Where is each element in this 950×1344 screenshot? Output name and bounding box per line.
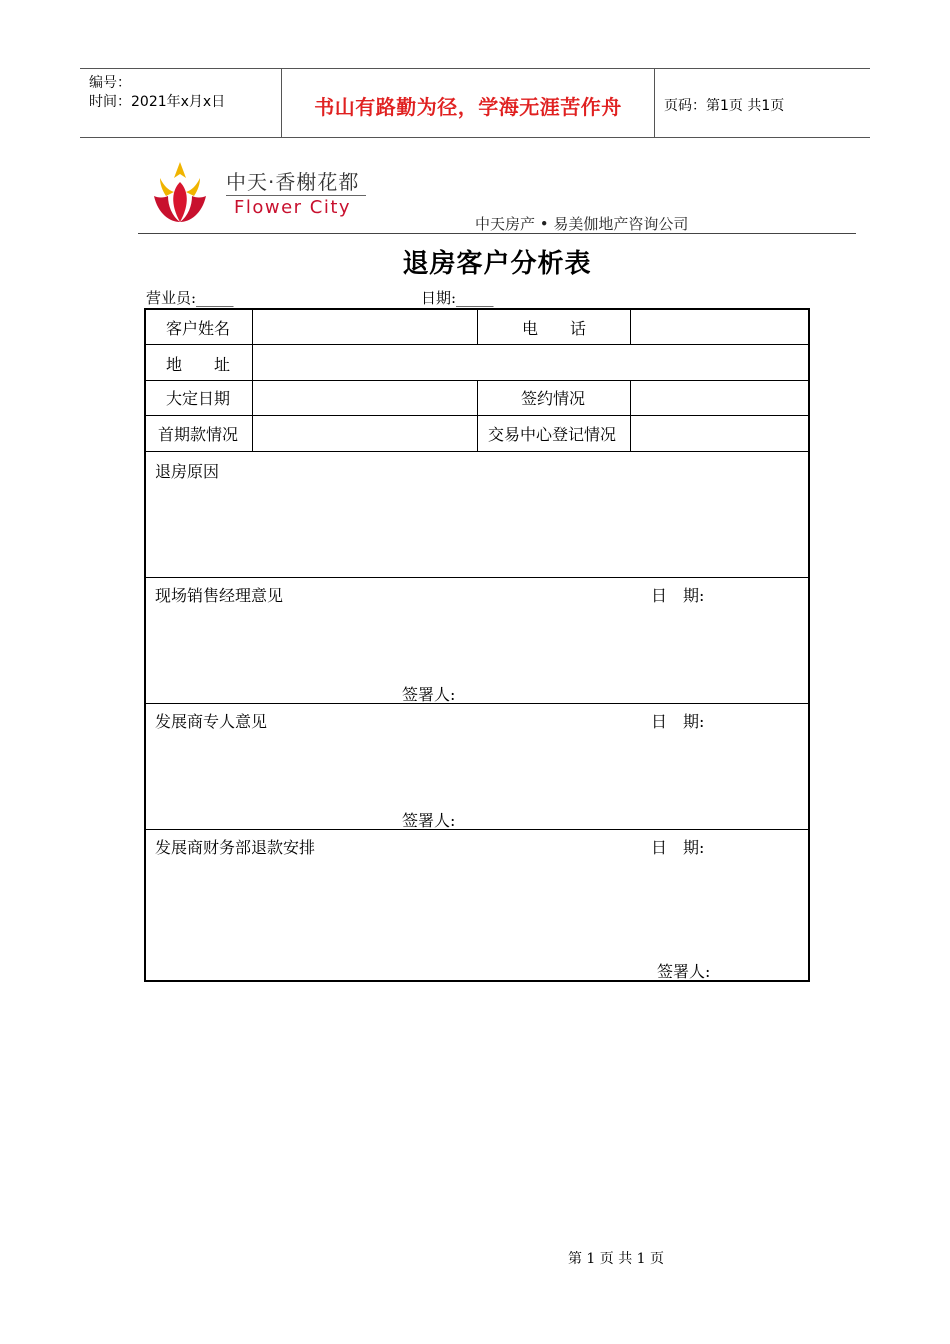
time-label: 时间：2021年x月x日 [89, 94, 226, 110]
phone-label: 电 话 [522, 319, 587, 338]
deposit-date-input[interactable] [253, 381, 477, 415]
company-name: 中天房产 • 易美伽地产咨询公司 [475, 215, 689, 233]
finance-date-label: 日 期: [651, 838, 705, 857]
sales-manager-signer-label: 签署人: [402, 685, 456, 704]
developer-opinion-label: 发展商专人意见 [155, 712, 268, 731]
serial-label: 编号： [89, 75, 131, 91]
refund-reason-label: 退房原因 [155, 462, 220, 481]
brand-name-en: Flower City [234, 197, 352, 218]
signing-status-label: 签约情况 [521, 389, 586, 408]
refund-reason-input[interactable] [146, 482, 808, 577]
finance-refund-label: 发展商财务部退款安排 [155, 838, 316, 857]
developer-opinion-input[interactable] [146, 732, 808, 802]
finance-refund-input[interactable] [146, 858, 808, 953]
salesperson-field: 营业员:_____ [146, 289, 234, 307]
developer-date-label: 日 期: [651, 712, 705, 731]
signing-status-input[interactable] [631, 381, 808, 415]
deposit-date-label: 大定日期 [166, 389, 231, 408]
developer-signer-label: 签署人: [402, 811, 456, 830]
customer-name-input[interactable] [253, 310, 477, 344]
address-input[interactable] [253, 345, 808, 380]
brand-name-cn: 中天·香榭花都 [226, 170, 360, 194]
header-right-cell [655, 69, 870, 137]
page-footer: 第 1 页 共 1 页 [567, 1251, 665, 1267]
header-rule [138, 233, 856, 234]
page-title: 退房客户分析表 [402, 249, 592, 279]
finance-signer-label: 签署人: [657, 962, 711, 981]
row-divider [146, 577, 808, 578]
row-divider [146, 829, 808, 830]
row-divider [146, 451, 808, 452]
motto: 书山有路勤为径，学海无涯苦作舟 [314, 95, 622, 119]
header-center-cell [282, 69, 655, 137]
registration-input[interactable] [631, 416, 808, 451]
page-info: 页码：第1页 共1页 [664, 98, 785, 114]
sales-manager-date-label: 日 期: [651, 586, 705, 605]
header-left-cell [80, 69, 282, 137]
row-divider [146, 703, 808, 704]
col-divider [477, 380, 478, 451]
down-payment-input[interactable] [253, 416, 477, 451]
date-field: 日期:_____ [421, 289, 494, 307]
registration-label: 交易中心登记情况 [488, 425, 617, 444]
sales-manager-opinion-label: 现场销售经理意见 [155, 586, 284, 605]
col-divider [477, 310, 478, 344]
address-label: 地 址 [166, 355, 231, 374]
refund-analysis-form [144, 308, 810, 982]
down-payment-label: 首期款情况 [158, 425, 239, 444]
customer-name-label: 客户姓名 [166, 319, 231, 338]
brand-divider [226, 195, 366, 196]
document-header [80, 68, 870, 138]
sales-manager-opinion-input[interactable] [146, 606, 808, 676]
phone-input[interactable] [631, 310, 808, 344]
flower-logo-icon [150, 156, 210, 226]
